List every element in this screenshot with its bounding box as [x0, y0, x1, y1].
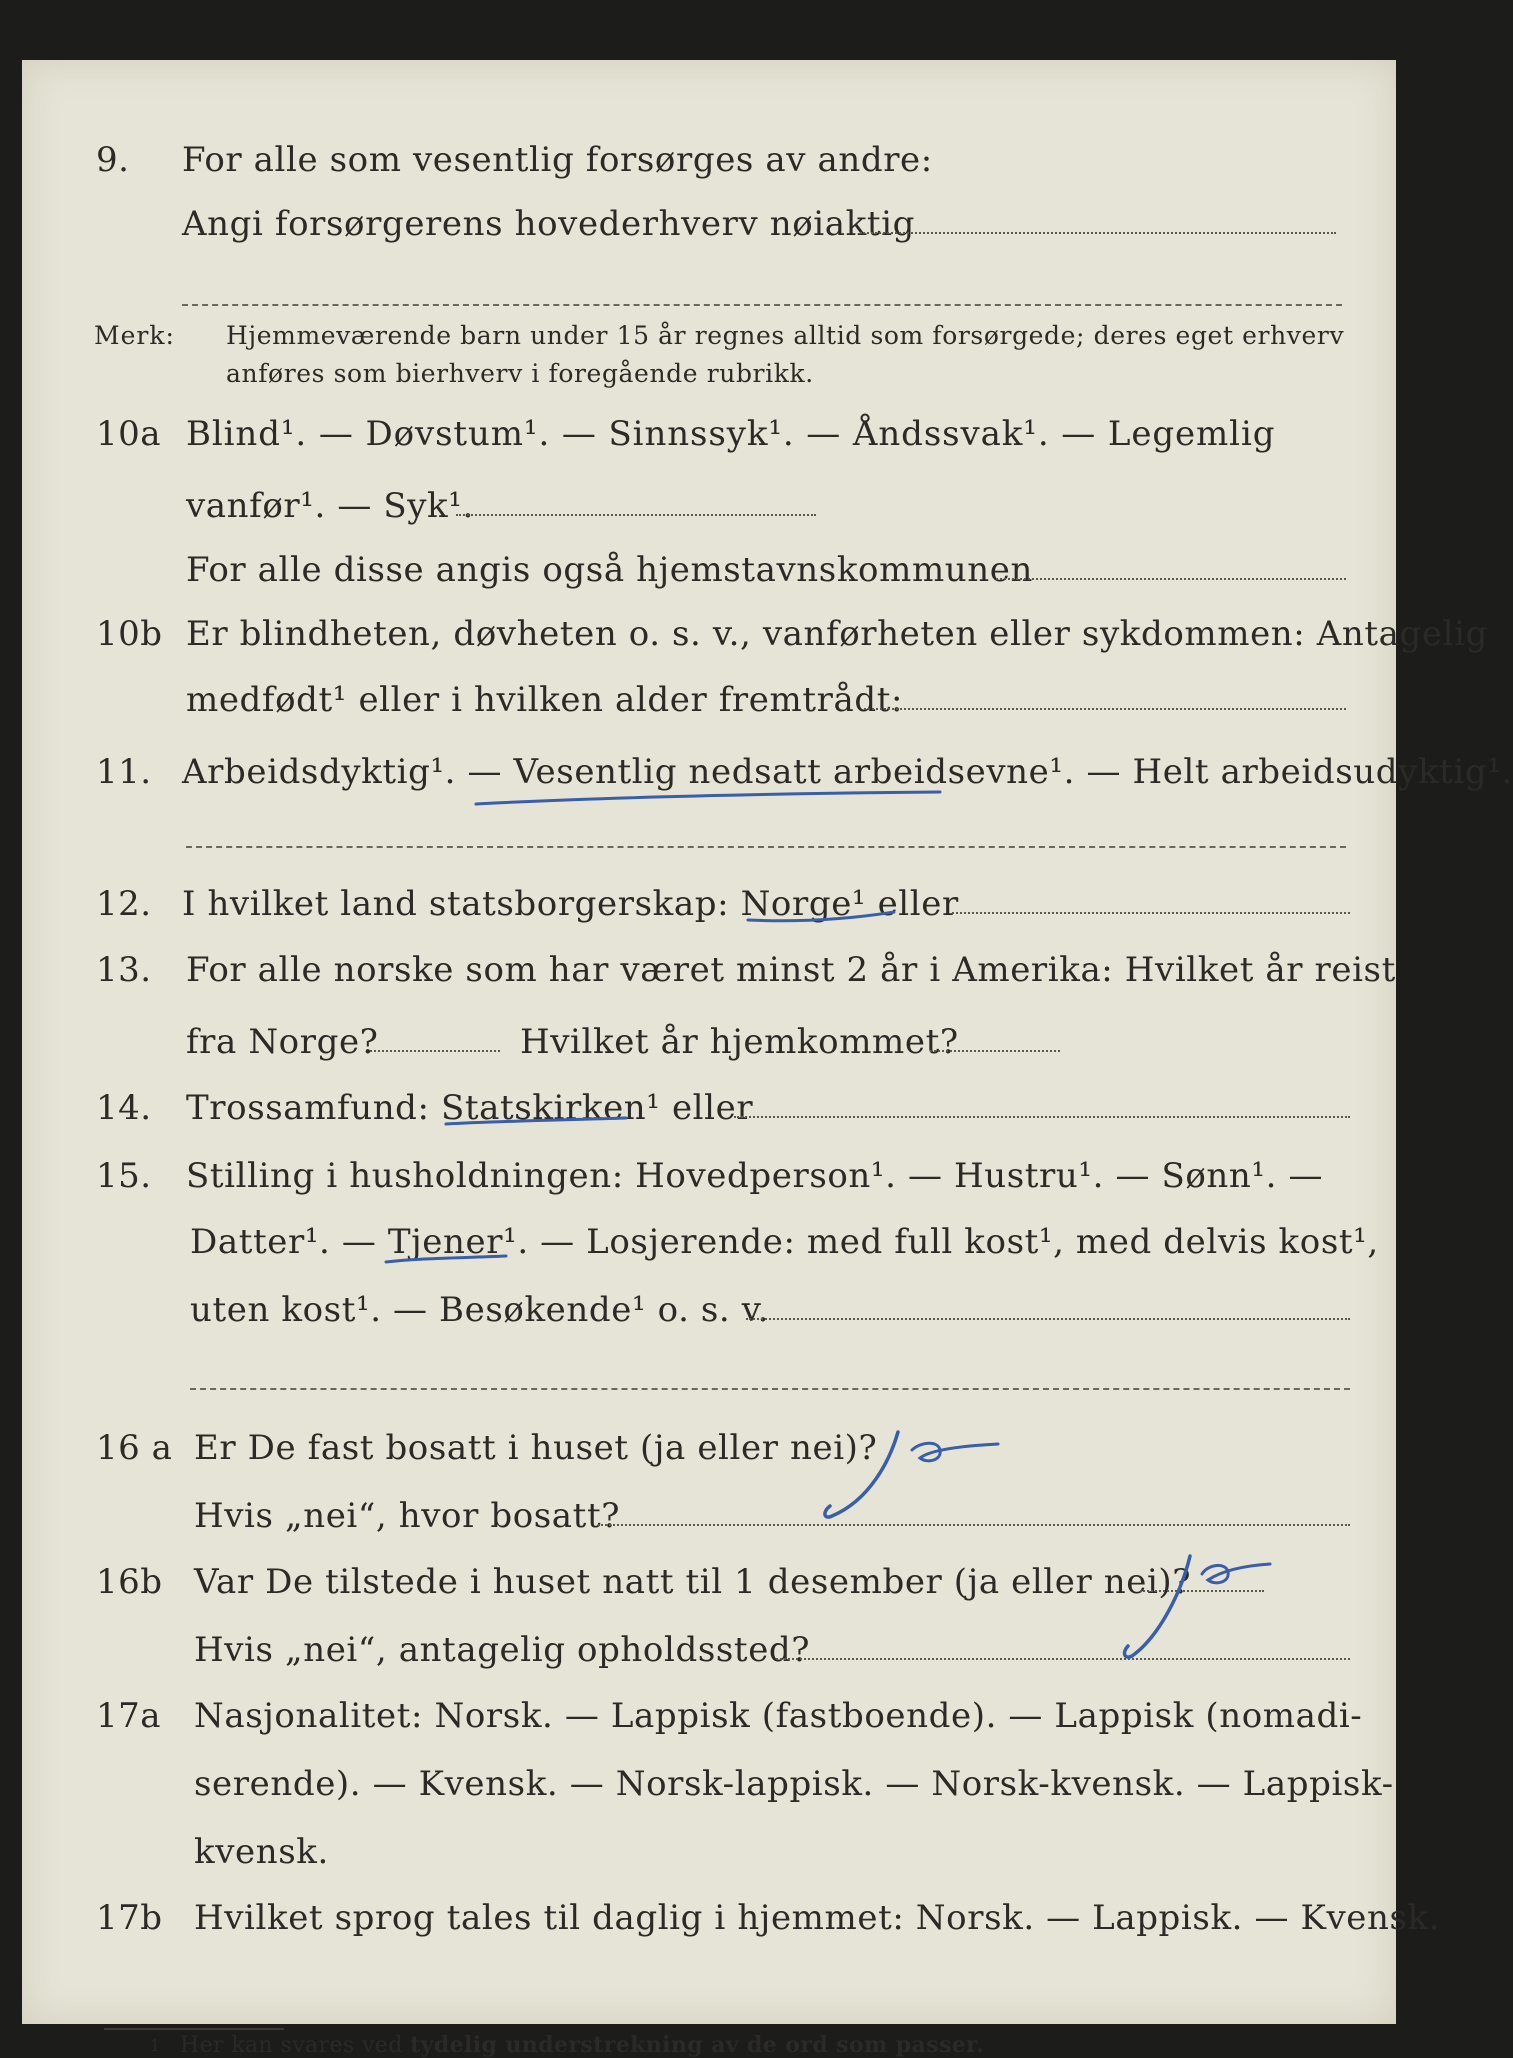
answer-line-extra[interactable]: [190, 1388, 1350, 1390]
question-17b: [0, 1890, 1441, 1946]
answer-line-extra[interactable]: [182, 304, 1342, 306]
question-text: serende). — Kvensk. — Norsk-lappisk. — Norsk-kvensk. — Lappisk-: [194, 1764, 1394, 1804]
question-13-line2: [0, 1014, 1428, 1070]
question-text: Angi forsørgerens hovederhverv nøiaktig: [182, 204, 915, 244]
question-text: Hvilket sprog tales til daglig i hjemmet: Norsk. — Lappisk. — Kvensk.: [194, 1898, 1441, 1938]
question-text: Var De tilstede i huset natt til 1 desember (ja eller nei)?: [194, 1562, 1192, 1602]
question-text: Stilling i husholdningen: Hovedperson¹. — Hustru¹. — Sønn¹. —: [186, 1156, 1324, 1196]
question-text: Trossamfund: Statskirken¹ eller: [186, 1088, 754, 1128]
question-number: 13.: [96, 950, 152, 990]
question-12: [0, 876, 1428, 932]
question-text: Er De fast bosatt i huset (ja eller nei)?: [194, 1428, 878, 1468]
note-label: Merk:: [94, 321, 175, 350]
question-text: kvensk.: [194, 1832, 329, 1872]
question-text: Hvis „nei“, hvor bosatt?: [194, 1496, 621, 1536]
question-text: Blind¹. — Døvstum¹. — Sinnssyk¹. — Åndssvak¹. — Legemlig: [186, 414, 1276, 454]
question-16a-line2: [0, 1488, 1428, 1544]
handwritten-answer-ja: [1110, 1540, 1280, 1670]
pen-underline-mark: [470, 786, 950, 812]
question-text: Datter¹. — Tjener¹. — Losjerende: med full kost¹, med delvis kost¹,: [190, 1222, 1379, 1262]
question-text: Nasjonalitet: Norsk. — Lappisk (fastboende). — Lappisk (nomadi-: [194, 1696, 1363, 1736]
question-text: For alle som vesentlig forsørges av andre:: [182, 140, 933, 180]
question-number: 16 a: [96, 1428, 173, 1468]
question-number: 16b: [96, 1562, 163, 1602]
answer-line[interactable]: [860, 232, 1336, 234]
question-17a-line3: [0, 1824, 1428, 1880]
question-text: For alle disse angis også hjemstavnskommunen: [186, 550, 1033, 590]
question-text: uten kost¹. — Besøkende¹ o. s. v.: [190, 1290, 769, 1330]
question-text: Hvilket år hjemkommet?: [520, 1022, 959, 1062]
answer-line[interactable]: [734, 1116, 1350, 1118]
answer-line[interactable]: [746, 1318, 1350, 1320]
question-9-line2: [0, 196, 1428, 252]
answer-line[interactable]: [996, 578, 1346, 580]
question-14: [0, 1080, 1428, 1136]
question-number: 9.: [96, 140, 130, 180]
option-underlined[interactable]: Vesentlig nedsatt arbeidsevne: [513, 752, 1050, 792]
question-number: 10a: [96, 414, 162, 454]
footnote-text-plain: Her kan svares ved: [180, 2033, 411, 2058]
question-text: medfødt¹ eller i hvilken alder fremtrådt:: [186, 680, 904, 720]
question-text: fra Norge?: [186, 1022, 379, 1062]
answer-line[interactable]: [456, 514, 816, 516]
question-13: [0, 942, 1428, 998]
question-number: 17a: [96, 1696, 162, 1736]
question-10a-line2: [0, 478, 1428, 534]
question-number: 11.: [96, 752, 152, 792]
answer-line-extra[interactable]: [186, 846, 1346, 848]
footnote-text: [180, 2032, 984, 2058]
answer-line[interactable]: [864, 708, 1346, 710]
question-9: [0, 132, 1428, 188]
question-15: [0, 1148, 1428, 1204]
footnote-text-strong: tydelig understrekning av de ord som passer.: [410, 2032, 985, 2058]
pen-underline-mark: [442, 1112, 632, 1132]
handwritten-answer-ja: [820, 1420, 1010, 1530]
question-10b-line2: [0, 672, 1428, 728]
question-text: vanfør¹. — Syk¹.: [186, 486, 474, 526]
note-text: anføres som bierhverv i foregående rubrikk.: [226, 359, 814, 388]
question-17a-line2: [0, 1756, 1428, 1812]
answer-line-hjemkommet[interactable]: [930, 1050, 1060, 1052]
question-17a: [0, 1688, 1428, 1744]
note-text: Hjemmeværende barn under 15 år regnes alltid som forsørgede; deres eget erhverv: [226, 321, 1345, 350]
question-number: 10b: [96, 614, 163, 654]
question-10b: [0, 606, 1488, 662]
question-number: 17b: [96, 1898, 163, 1938]
question-text: Er blindheten, døvheten o. s. v., vanførheten eller sykdommen: Antagelig: [186, 614, 1488, 654]
question-15-line2: [0, 1214, 1428, 1270]
question-16a: [0, 1420, 1428, 1476]
question-number: 12.: [96, 884, 152, 924]
pen-underline-mark: [382, 1248, 512, 1270]
question-number: 14.: [96, 1088, 152, 1128]
option-text: ¹. — Helt arbeidsudyktig¹.: [1049, 752, 1513, 792]
question-text: Hvis „nei“, antagelig opholdssted?: [194, 1630, 811, 1670]
question-text: For alle norske som har været minst 2 år i Amerika: Hvilket år reist: [186, 950, 1396, 990]
question-10a: [0, 406, 1428, 462]
answer-line[interactable]: [952, 912, 1350, 914]
question-15-line3: [0, 1282, 1428, 1338]
pen-underline-mark: [744, 908, 904, 928]
answer-line-reist[interactable]: [370, 1050, 500, 1052]
note-block: [0, 316, 1428, 396]
footnote-rule: [104, 2028, 284, 2030]
option-text: Arbeidsdyktig¹. —: [182, 752, 514, 792]
footnote-mark: 1: [150, 2036, 161, 2055]
question-10a-line3: [0, 542, 1428, 598]
question-number: 15.: [96, 1156, 152, 1196]
question-text: I hvilket land statsborgerskap: Norge¹ eller: [182, 884, 959, 924]
